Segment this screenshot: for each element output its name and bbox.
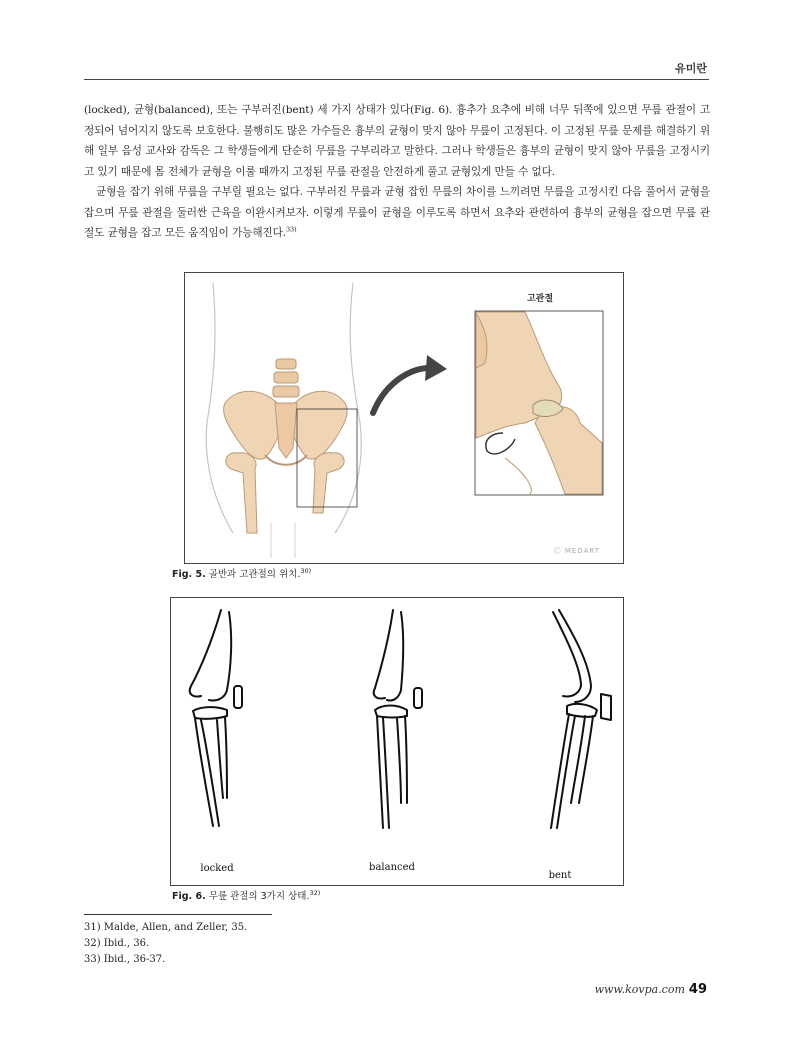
figure-6-knee-states <box>170 597 624 886</box>
balanced-knee-drawing <box>374 610 422 828</box>
figure-5-caption-label: Fig. 5. <box>172 569 206 580</box>
hip-joint-label: 고관절 <box>526 294 554 304</box>
footnote-31: 31) Malde, Allen, and Zeller, 35. <box>84 922 248 933</box>
medart-watermark: Ⓒ MEDART <box>553 547 600 555</box>
figure-5-pelvis-hip <box>184 272 624 564</box>
pelvis-illustration <box>185 273 623 563</box>
figure-6-caption-ref: 32) <box>309 888 321 897</box>
balanced-label: balanced <box>369 862 415 873</box>
locked-knee-drawing <box>190 610 242 826</box>
figure-6-caption-label: Fig. 6. <box>172 891 206 902</box>
bent-knee-drawing <box>551 610 611 828</box>
body-text <box>84 100 710 244</box>
footer-site: www.kovpa.com <box>594 983 685 996</box>
page-number: 49 <box>688 982 707 997</box>
figure-5-caption <box>172 566 311 580</box>
page-footer <box>595 982 707 997</box>
bent-label: bent <box>548 870 572 881</box>
header-rule <box>84 79 709 80</box>
footnotes <box>84 920 247 968</box>
paragraph-2 <box>84 182 710 244</box>
paragraph-1: (locked), 균형(balanced), 또는 구부러진(bent) 세 가지 상태가 있다(Fig. 6). 흉추가 요추에 비해 너무 뒤쪽에 있으면 무릎 관절이 고정되어 넘어지지 않도록 보호한다. 불행히도 많은 가수들은 흉부의 균형이 맞지 않아 무릎이 고정된다. 이 고정된 무릎 문제를 해결하기 위해 일부 음성 교사와 감독은 그 학생들에게 단순히 무릎을 구부리라고 말한다. 그러나 학생들은 흉부의 균형이 맞지 않아 무릎을 고정시키고 있기 때문에 몸 전체가 균형을 이룰 때까지 고정된 무릎 관절을 안전하게 풀고 균형있게 만들 수 없다. <box>84 104 710 178</box>
paragraph-2-text: 균형을 잡기 위해 무릎을 구부릴 필요는 없다. 구부러진 무릎과 균형 잡힌 무릎의 차이를 느끼려면 무릎을 고정시킨 다음 풀어서 균형을 잡으며 무릎 관절을 둘러싼 근육을 이완시켜보자. 이렇게 무릎이 균형을 이루도록 하면서 요추와 관련하여 흉부의 균형을 잡으면 무릎 관절도 균형을 잡고 모든 움직임이 가능해진다. <box>84 186 710 239</box>
figure-6-caption <box>172 888 320 902</box>
footnote-32: 32) Ibid., 36. <box>84 938 150 949</box>
figure-6-caption-text: 무릎 관절의 3가지 상태. <box>205 891 310 902</box>
running-header-author: 유미란 <box>675 62 707 75</box>
locked-label: locked <box>200 863 234 874</box>
knee-states-illustration <box>171 598 623 885</box>
figure-5-caption-ref: 30) <box>300 566 312 575</box>
paragraph-2-ref: 33) <box>286 225 297 234</box>
footnote-rule <box>84 914 272 915</box>
figure-5-caption-text: 골반과 고관절의 위치. <box>205 569 301 580</box>
footnote-33: 33) Ibid., 36-37. <box>84 954 166 965</box>
